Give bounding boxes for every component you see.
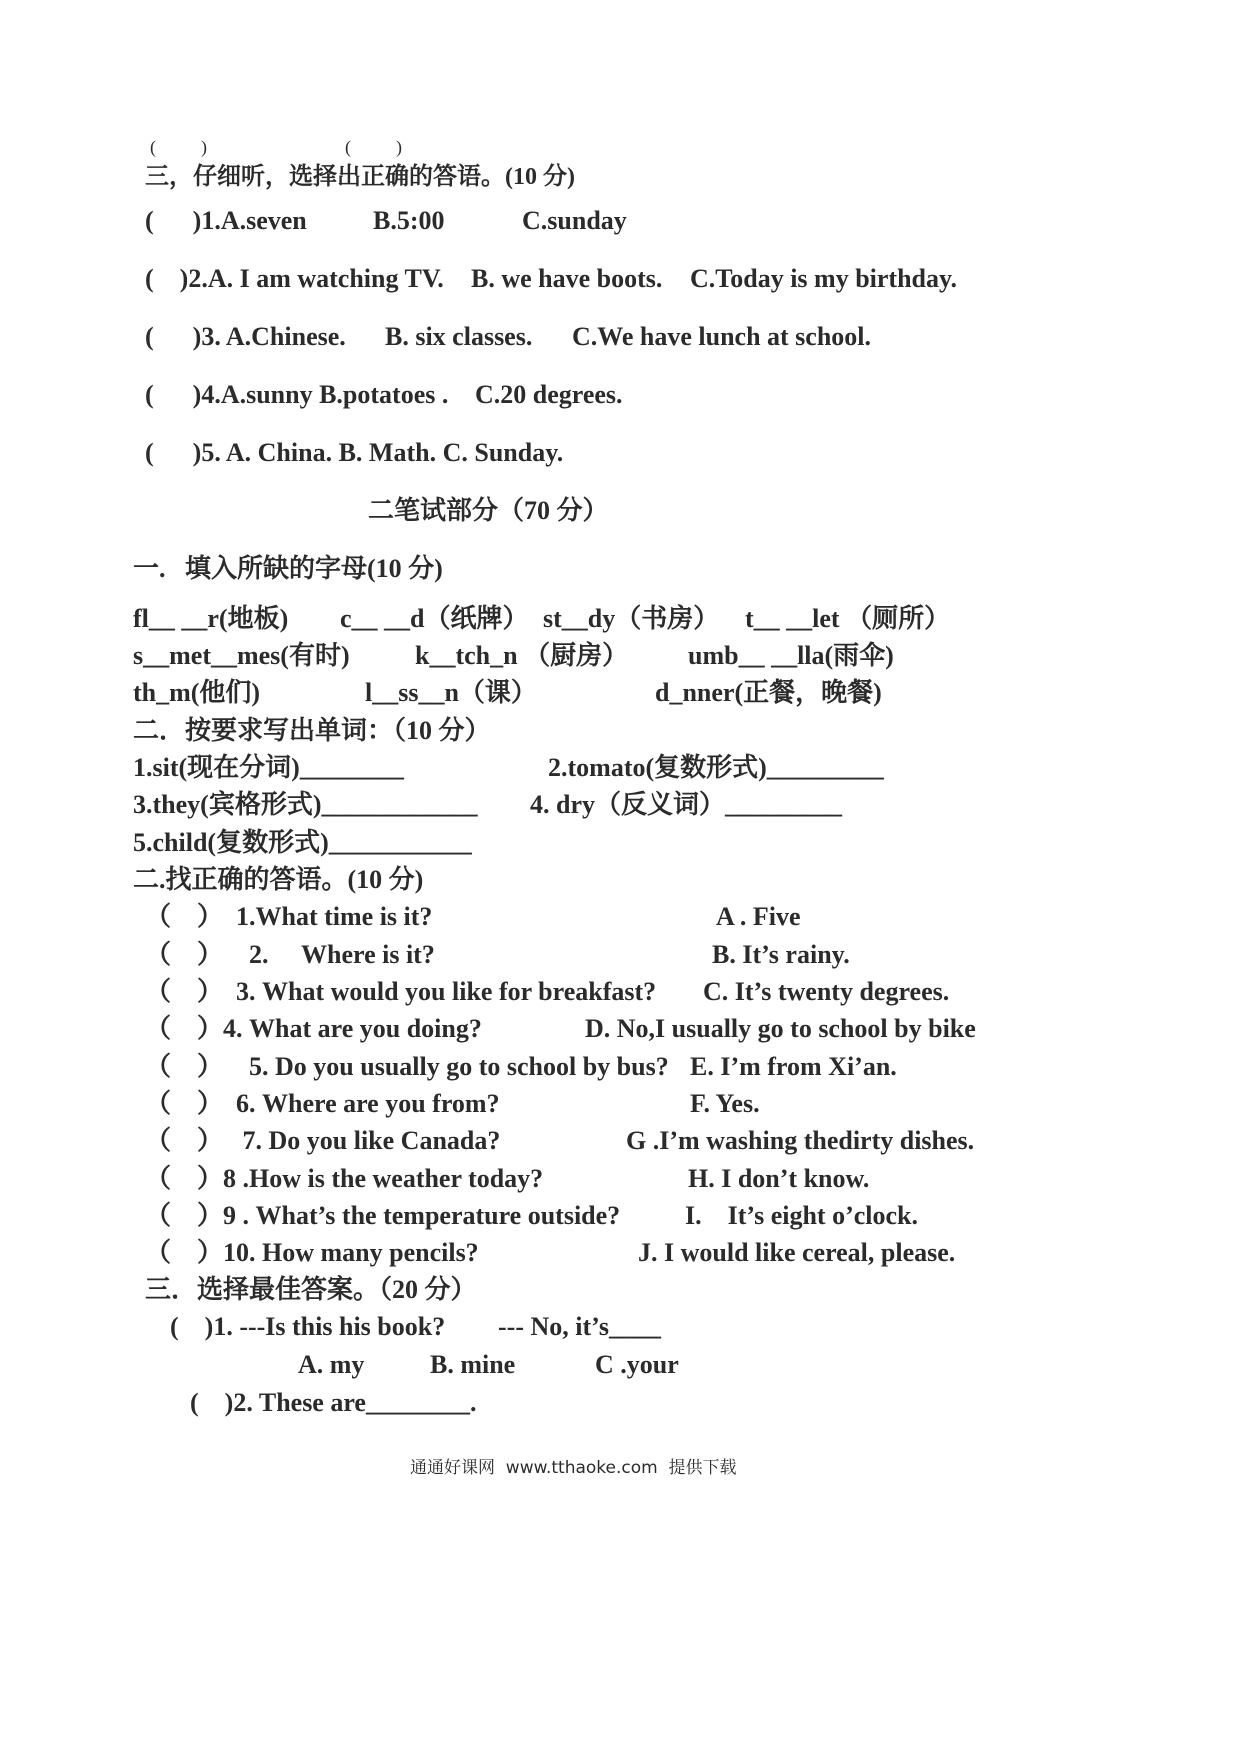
s4-q1-option-c: C .your: [595, 1350, 679, 1379]
s3-answer-d: D. No,I usually go to school by bike: [585, 1014, 976, 1043]
s1-r1-c1: fl__ __r(地板): [133, 604, 289, 633]
s1-r2-c3: umb__ __lla(雨伞): [688, 641, 894, 670]
s1-r1-c3: st__dy（书房）: [543, 604, 720, 633]
footer-source: 通通好课网 www.tthaoke.com 提供下载: [410, 1458, 737, 1478]
written-title: 二笔试部分（70 分）: [368, 496, 609, 525]
s2-heading: 二．按要求写出单词：（10 分）: [133, 716, 491, 745]
s1-r3-c1: th_m(他们): [133, 678, 261, 707]
s1-r3-c2: l__ss__n（课）: [365, 678, 537, 707]
s3-question-2: （ ） 2. Where is it?: [145, 940, 435, 969]
s3-question-1: （ ） 1.What time is it?: [145, 902, 433, 931]
s2-r2-c1: 3.they(宾格形式)____________: [133, 790, 478, 819]
s3-answer-c: C. It’s twenty degrees.: [703, 977, 950, 1006]
listening-item-4b: C.20 degrees.: [475, 380, 623, 409]
s3-question-8: （ ）8 .How is the weather today?: [145, 1164, 544, 1193]
listening-heading: 三，仔细听，选择出正确的答语。(10 分): [145, 164, 575, 190]
s1-r2-c2: k__tch_n （厨房）: [415, 641, 629, 670]
s3-question-9: （ ）9 . What’s the temperature outside?: [145, 1201, 621, 1230]
s3-answer-b: B. It’s rainy.: [712, 940, 850, 969]
listening-item-5: ( )5. A. China. B. Math. C. Sunday.: [145, 438, 564, 467]
listening-item-1a: ( )1.A.seven: [145, 206, 307, 235]
top-bracket-2: ( ): [345, 137, 402, 157]
listening-item-2c: C.Today is my birthday.: [690, 264, 958, 293]
s3-answer-e: E. I’m from Xi’an.: [690, 1052, 897, 1081]
listening-item-2b: B. we have boots.: [471, 264, 663, 293]
listening-item-4a: ( )4.A.sunny B.potatoes .: [145, 380, 449, 409]
s4-question-1: ( )1. ---Is this his book?: [170, 1312, 446, 1341]
s3-answer-j: J. I would like cereal, please.: [638, 1238, 956, 1267]
s4-question-1-reply: --- No, it’s____: [498, 1312, 661, 1341]
s4-heading: 三．选择最佳答案。（20 分）: [145, 1275, 477, 1304]
s3-question-3: （ ） 3. What would you like for breakfast?: [145, 977, 657, 1006]
s3-question-4: （ ）4. What are you doing?: [145, 1014, 482, 1043]
top-bracket-1: ( ): [150, 137, 207, 157]
listening-item-2a: ( )2.A. I am watching TV.: [145, 264, 444, 293]
listening-item-1c: C.sunday: [522, 206, 627, 235]
s3-answer-g: G .I’m washing thedirty dishes.: [626, 1126, 975, 1155]
s1-r1-c4: t__ __let （厕所）: [745, 604, 951, 633]
s3-question-5: （ ） 5. Do you usually go to school by bus?: [145, 1052, 669, 1081]
listening-item-3b: B. six classes.: [385, 322, 533, 351]
s2-r3-c1: 5.child(复数形式)___________: [133, 828, 472, 857]
s2-r2-c2: 4. dry（反义词）_________: [530, 790, 843, 819]
listening-item-3a: ( )3. A.Chinese.: [145, 322, 346, 351]
s1-r1-c2: c__ __d（纸牌）: [340, 604, 529, 633]
s3-answer-a: A . Five: [716, 902, 801, 931]
s3-heading: 二.找正确的答语。(10 分): [133, 865, 424, 894]
s3-question-6: （ ） 6. Where are you from?: [145, 1089, 500, 1118]
s1-r2-c1: s__met__mes(有时): [133, 641, 350, 670]
s2-r1-c2: 2.tomato(复数形式)_________: [548, 753, 884, 782]
s3-answer-f: F. Yes.: [690, 1089, 760, 1118]
s4-question-2: ( )2. These are________.: [190, 1388, 477, 1417]
s2-r1-c1: 1.sit(现在分词)________: [133, 753, 404, 782]
listening-item-3c: C.We have lunch at school.: [572, 322, 872, 351]
s1-r3-c3: d_nner(正餐，晚餐): [655, 678, 882, 707]
s4-q1-option-a: A. my: [298, 1350, 365, 1379]
s4-q1-option-b: B. mine: [430, 1350, 516, 1379]
s3-question-7: （ ） 7. Do you like Canada?: [145, 1126, 501, 1155]
s3-question-10: （ ）10. How many pencils?: [145, 1238, 479, 1267]
s1-heading: 一. 填入所缺的字母(10 分): [133, 554, 443, 583]
s3-answer-h: H. I don’t know.: [688, 1164, 870, 1193]
listening-item-1b: B.5:00: [373, 206, 445, 235]
s3-answer-i: I. It’s eight o’clock.: [685, 1201, 919, 1230]
